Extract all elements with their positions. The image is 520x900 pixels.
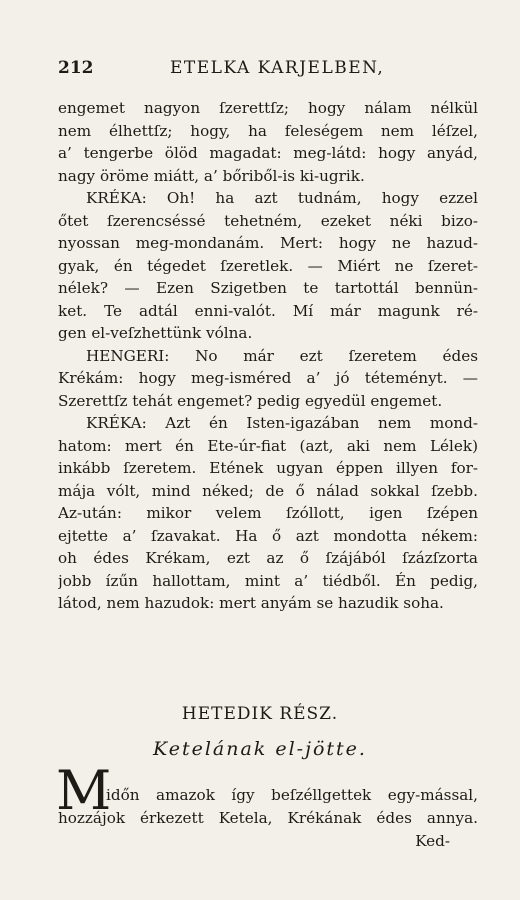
dialogue-text <box>58 97 478 615</box>
text-line: inkább ſzeretem. Etének ugyan éppen illyen for- <box>58 459 478 477</box>
text-line: nélek? — Ezen Szigetben te tartottál bennün- <box>58 279 478 297</box>
text-line: látod, nem hazudok: mert anyám se hazudik soha. <box>58 594 444 612</box>
text-line: ejtette a’ ſzavakat. Ha ő azt mondotta nékem: <box>58 526 478 545</box>
text-line: őtet ſzerencséssé tehetném, ezeket néki bizo- <box>58 211 478 230</box>
text-line: Az-után: mikor velem ſzóllott, igen ſzépen <box>58 504 478 522</box>
text-line: ket. Te adtál enni-valót. Mí már magunk ré- <box>58 301 478 320</box>
text-line: nagy öröme miátt, a’ bőriből-is ki-ugrik. <box>58 166 365 185</box>
text-line: oh édes Krékam, ezt az ő ſzájából ſzázſzorta <box>58 549 478 567</box>
text-line: Szerettſz tehát engemet? pedig egyedül engemet. <box>58 391 443 410</box>
text-line: mája vólt, mind néked; de ő nálad sokkal ſzebb. <box>58 481 478 500</box>
text-line: a’ tengerbe ölöd magadat: meg-látd: hogy anyád, <box>58 144 478 162</box>
text-line: engemet nagyon ſzerettſz; hogy nálam nélkül <box>58 99 478 117</box>
page-header <box>58 58 478 84</box>
catchword: Ked- <box>415 832 450 850</box>
section-heading: HETEDIK RÉSZ. <box>181 704 339 724</box>
page-number: 212 <box>58 58 94 78</box>
running-title: ETELKA KARJELBEN, <box>170 58 385 78</box>
chapter-opening-paragraph <box>58 784 478 829</box>
section-subtitle: Ketelának el-jötte. <box>153 738 367 760</box>
text-line: hatom: mert én Ete-úr-fiat (azt, aki nem Lélek) <box>58 436 478 455</box>
text-line: Krékám: hogy meg-isméred a’ jó téteményt. — <box>58 369 478 387</box>
text-line: gyak, én tégedet ſzeretlek. — Miért ne ſzeret- <box>58 256 478 275</box>
drop-cap: M <box>56 759 112 822</box>
text-line: nyossan meg-mondanám. Mert: hogy ne hazud- <box>58 234 478 252</box>
text-line: KRÉKA: Oh! ha azt tudnám, hogy ezzel <box>86 189 478 207</box>
text-line: időn amazok így beſzéllgettek egy-mással, <box>106 786 478 804</box>
text-line: KRÉKA: Azt én Isten-igazában nem mond- <box>86 414 478 432</box>
text-line: HENGERI: No már ezt ſzeretem édes <box>86 346 478 365</box>
text-line: nem élhettſz; hogy, ha feleségem nem léſzel, <box>58 121 478 140</box>
text-line: jobb ízűn hallottam, mint a’ tiédből. Én pedig, <box>58 571 478 590</box>
text-line: gen el-veſzhettünk vólna. <box>58 324 253 342</box>
text-line: hozzájok érkezett Ketela, Krékának édes annya. <box>58 808 478 827</box>
